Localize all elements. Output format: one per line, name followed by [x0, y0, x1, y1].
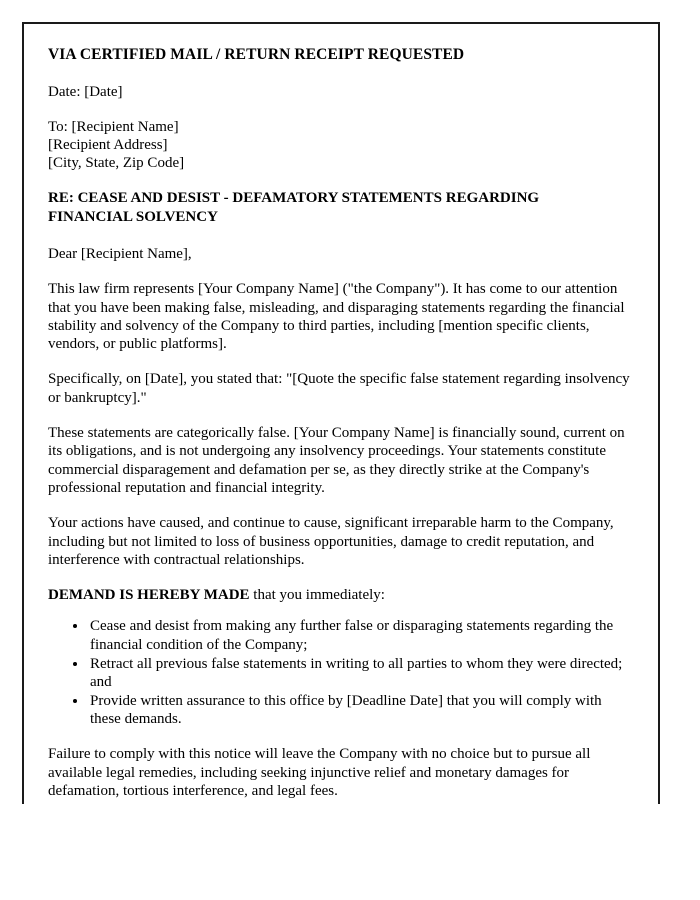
paragraph-failure-to-comply: Failure to comply with this notice will leave the Company with no choice but to pursue all available legal remedies, including seeking injunctive relief and monetary damages for defamation, tortious interference, and legal fees. [48, 746, 591, 799]
demand-intro [48, 586, 630, 604]
list-item: • Provide written assurance to this office by [Deadline Date] that you will comply with these demands. [88, 692, 630, 728]
recipient-city-state-zip-line: [City, State, Zip Code] [48, 155, 185, 172]
subject-line-heading: RE: CEASE AND DESIST - DEFAMATORY STATEMENTS REGARDING FINANCIAL SOLVENCY [48, 190, 540, 226]
list-item: • Cease and desist from making any further false or disparaging statements regarding the financial condition of the Company; [88, 617, 630, 653]
document-body [24, 24, 658, 800]
date-line: Date: [Date] [48, 83, 123, 100]
demand-intro-bold: DEMAND IS HEREBY MADE [48, 587, 250, 604]
paragraph-specific-statement: Specifically, on [Date], you stated that: "[Quote the specific false statement regarding insolvency or bankruptcy]." [48, 371, 630, 406]
list-item: • Retract all previous false statements in writing to all parties to whom they were directed; and [88, 655, 630, 691]
recipient-name-line: To: [Recipient Name] [48, 119, 179, 136]
date-block [48, 83, 630, 101]
demand-list [48, 617, 630, 728]
paragraph-harm-caused: Your actions have caused, and continue to cause, significant irreparable harm to the Company, including but not limited to loss of business opportunities, damage to credit reputation, and interference with contractual relationships. [48, 515, 614, 568]
salutation: Dear [Recipient Name], [48, 245, 192, 262]
demand-intro-rest: that you immediately: [249, 587, 385, 604]
delivery-method-heading: VIA CERTIFIED MAIL / RETURN RECEIPT REQUESTED [48, 46, 465, 63]
paragraph-statements-false: These statements are categorically false. [Your Company Name] is financially sound, current on its obligations, and is not undergoing any insolvency proceedings. Your statements constitute commercial disparagement and defamation per se, as they directly strike at the Company's professional reputation and financial integrity. [48, 425, 625, 496]
recipient-address-block [48, 118, 630, 172]
recipient-address-line: [Recipient Address] [48, 137, 168, 154]
document-page [22, 22, 660, 804]
paragraph-representation: This law firm represents [Your Company Name] ("the Company"). It has come to our attention that you have been making false, misleading, and disparaging statements regarding the financial stability and solvency of the Company to third parties, including [mention specific clients, vendors, or public platforms]. [48, 281, 625, 353]
